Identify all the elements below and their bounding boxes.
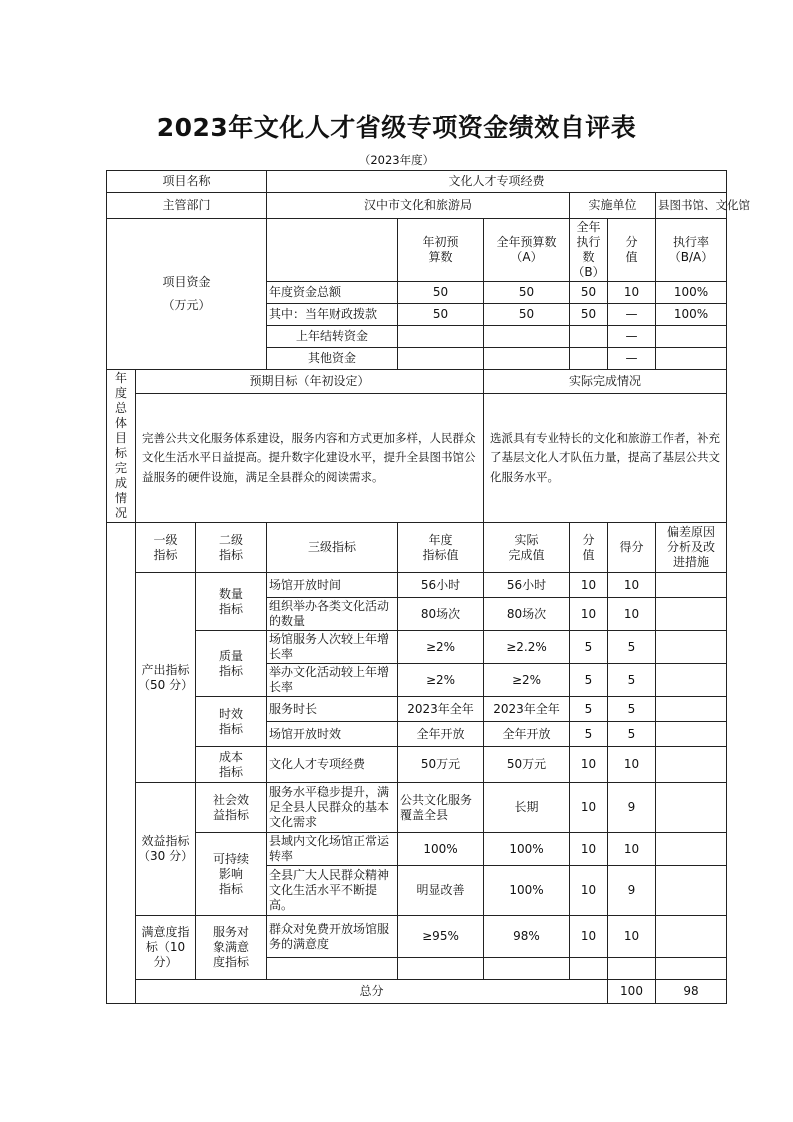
indicator-blank-column: [107, 523, 136, 1004]
indicator-target: 50万元: [398, 747, 484, 783]
indicator-points: 10: [608, 916, 656, 958]
department-value: 汉中市文化和旅游局: [267, 193, 570, 219]
indicator-name: 组织举办各类文化活动的数量: [267, 598, 398, 631]
funds-header-score: 分 值: [608, 219, 656, 282]
quality-indicator-group: 质量 指标: [196, 631, 267, 697]
indicator-score: 5: [570, 631, 608, 664]
indicator-points: 5: [608, 722, 656, 747]
funds-exec: [570, 348, 608, 370]
indicator-points: 5: [608, 664, 656, 697]
indicator-deviation: [656, 747, 727, 783]
indicator-target: 56小时: [398, 573, 484, 598]
indicator-actual: 长期: [484, 783, 570, 833]
indicator-points: 10: [608, 833, 656, 866]
indicator-row: [107, 833, 727, 866]
indicator-target: ≥2%: [398, 631, 484, 664]
output-indicator-group: 产出指标 （50 分）: [136, 573, 196, 783]
quantity-indicator-group: 数量 指标: [196, 573, 267, 631]
project-name-row: [107, 171, 727, 193]
indicator-target: 100%: [398, 833, 484, 866]
header-points: 得分: [608, 523, 656, 573]
indicator-deviation: [656, 866, 727, 916]
funds-label: 项目资金 （万元）: [107, 219, 267, 370]
indicator-row: [107, 916, 727, 958]
funds-header-rate: 执行率 （B/A）: [656, 219, 727, 282]
social-benefit-indicator-group: 社会效 益指标: [196, 783, 267, 833]
goals-header-row: [107, 370, 727, 394]
indicator-score: 10: [570, 833, 608, 866]
indicator-actual: 100%: [484, 866, 570, 916]
funds-exec: 50: [570, 304, 608, 326]
indicator-actual: 50万元: [484, 747, 570, 783]
indicator-name: 全县广大人民群众精神文化生活水平不断提高。: [267, 866, 398, 916]
service-satisfaction-indicator-group: 服务对 象满意 度指标: [196, 916, 267, 980]
funds-header-blank: [267, 219, 398, 282]
indicator-points: 10: [608, 598, 656, 631]
indicator-points: [608, 958, 656, 980]
funds-header-annual: 全年预算数 （A）: [484, 219, 570, 282]
funds-score: —: [608, 326, 656, 348]
cost-indicator-group: 成本 指标: [196, 747, 267, 783]
indicator-score: [570, 958, 608, 980]
funds-score: 10: [608, 282, 656, 304]
header-level3: 三级指标: [267, 523, 398, 573]
funds-initial: 50: [398, 282, 484, 304]
indicator-target: 全年开放: [398, 722, 484, 747]
funds-rate: [656, 326, 727, 348]
funds-rate: [656, 348, 727, 370]
performance-table: [106, 170, 750, 1004]
indicator-points: 10: [608, 747, 656, 783]
funds-row-label: 其中：当年财政拨款: [267, 304, 398, 326]
indicator-deviation: [656, 631, 727, 664]
indicator-target: ≥95%: [398, 916, 484, 958]
indicator-score: 10: [570, 598, 608, 631]
funds-annual: [484, 326, 570, 348]
indicator-name: [267, 958, 398, 980]
funds-rate: 100%: [656, 282, 727, 304]
indicator-name: 场馆开放时效: [267, 722, 398, 747]
goals-vertical-label: 年 度 总 体 目 标 完 成 情 况: [107, 370, 136, 523]
indicator-points: 5: [608, 697, 656, 722]
indicator-actual: 56小时: [484, 573, 570, 598]
indicator-actual: ≥2%: [484, 664, 570, 697]
funds-header-initial: 年初预 算数: [398, 219, 484, 282]
indicator-row: [107, 631, 727, 664]
indicator-actual: 2023年全年: [484, 697, 570, 722]
page-title: 2023年文化人才省级专项资金绩效自评表: [156, 113, 637, 142]
header-actual: 实际 完成值: [484, 523, 570, 573]
benefit-indicator-group: 效益指标 （30 分）: [136, 783, 196, 916]
funds-annual: 50: [484, 282, 570, 304]
sustainable-indicator-group: 可持续 影响 指标: [196, 833, 267, 916]
indicator-actual: ≥2.2%: [484, 631, 570, 664]
indicator-deviation: [656, 598, 727, 631]
funds-score: —: [608, 304, 656, 326]
indicator-actual: 100%: [484, 833, 570, 866]
indicator-deviation: [656, 664, 727, 697]
indicator-score: 10: [570, 866, 608, 916]
indicator-points: 9: [608, 783, 656, 833]
indicator-deviation: [656, 833, 727, 866]
actual-completion-header: 实际完成情况: [484, 370, 727, 394]
indicator-name: 县域内文化场馆正常运转率: [267, 833, 398, 866]
funds-initial: 50: [398, 304, 484, 326]
goals-content-row: [107, 394, 727, 523]
indicator-target: 公共文化服务覆盖全县: [398, 783, 484, 833]
indicator-row: [107, 783, 727, 833]
implementing-unit-label: 实施单位: [570, 193, 656, 219]
expected-goal-text: 完善公共文化服务体系建设，服务内容和方式更加多样，人民群众文化生活水平日益提高。提升数字化建设水平，提升全县图书馆公益服务的硬件设施，满足全县群众的阅读需求。: [136, 394, 484, 523]
indicator-deviation: [656, 783, 727, 833]
indicator-name: 服务水平稳步提升，满足全县人民群众的基本文化需求: [267, 783, 398, 833]
funds-exec: [570, 326, 608, 348]
indicator-name: 场馆开放时间: [267, 573, 398, 598]
implementing-unit-value: 县图书馆、文化馆: [656, 193, 727, 219]
indicator-score: 10: [570, 747, 608, 783]
actual-completion-text: 选派具有专业特长的文化和旅游工作者，补充了基层文化人才队伍力量，提高了基层公共文化服务水平。: [484, 394, 727, 523]
funds-header-row: [107, 219, 727, 282]
total-score: 100: [608, 980, 656, 1004]
indicator-deviation: [656, 722, 727, 747]
expected-goal-header: 预期目标（年初设定）: [136, 370, 484, 394]
indicator-actual: [484, 958, 570, 980]
indicator-actual: 98%: [484, 916, 570, 958]
indicator-target: 2023年全年: [398, 697, 484, 722]
funds-row-label: 年度资金总额: [267, 282, 398, 304]
funds-row-label: 上年结转资金: [267, 326, 398, 348]
funds-header-exec: 全年执行数 （B）: [570, 219, 608, 282]
indicator-name: 服务时长: [267, 697, 398, 722]
header-target: 年度 指标值: [398, 523, 484, 573]
indicator-name: 群众对免费开放场馆服务的满意度: [267, 916, 398, 958]
indicator-actual: 全年开放: [484, 722, 570, 747]
total-row: [107, 980, 727, 1004]
header-level2: 二级 指标: [196, 523, 267, 573]
funds-rate: 100%: [656, 304, 727, 326]
indicator-target: ≥2%: [398, 664, 484, 697]
indicator-row: [107, 747, 727, 779]
timeliness-indicator-group: 时效 指标: [196, 697, 267, 747]
indicator-deviation: [656, 958, 727, 980]
project-name-value: 文化人才专项经费: [267, 171, 727, 193]
indicator-actual: 80场次: [484, 598, 570, 631]
indicator-name: 场馆服务人次较上年增长率: [267, 631, 398, 664]
indicator-deviation: [656, 573, 727, 598]
indicator-score: 5: [570, 697, 608, 722]
indicator-score: 5: [570, 722, 608, 747]
indicator-points: 9: [608, 866, 656, 916]
header-level1: 一级 指标: [136, 523, 196, 573]
indicator-name: 文化人才专项经费: [267, 747, 398, 783]
department-label: 主管部门: [107, 193, 267, 219]
indicator-target: 明显改善: [398, 866, 484, 916]
total-points: 98: [656, 980, 727, 1004]
funds-annual: 50: [484, 304, 570, 326]
indicator-score: 10: [570, 916, 608, 958]
department-row: [107, 193, 727, 219]
page-subtitle: （2023年度）: [358, 153, 435, 167]
funds-row-label: 其他资金: [267, 348, 398, 370]
project-name-label: 项目名称: [107, 171, 267, 193]
indicator-score: 10: [570, 573, 608, 598]
indicator-name: 举办文化活动较上年增长率: [267, 664, 398, 697]
header-score: 分 值: [570, 523, 608, 573]
indicator-target: 80场次: [398, 598, 484, 631]
indicator-points: 5: [608, 631, 656, 664]
funds-score: —: [608, 348, 656, 370]
satisfaction-indicator-group: 满意度指 标（10 分）: [136, 916, 196, 980]
indicator-score: 10: [570, 783, 608, 833]
indicator-deviation: [656, 697, 727, 722]
funds-annual: [484, 348, 570, 370]
indicator-points: 10: [608, 573, 656, 598]
total-label: 总分: [136, 980, 608, 1004]
funds-initial: [398, 348, 484, 370]
indicator-deviation: [656, 916, 727, 958]
indicator-score: 5: [570, 664, 608, 697]
funds-initial: [398, 326, 484, 348]
indicator-row: [107, 573, 727, 598]
indicator-target: [398, 958, 484, 980]
indicator-row: [107, 697, 727, 722]
funds-exec: 50: [570, 282, 608, 304]
header-deviation: 偏差原因 分析及改 进措施: [656, 523, 727, 573]
indicator-header-row: [107, 523, 727, 573]
